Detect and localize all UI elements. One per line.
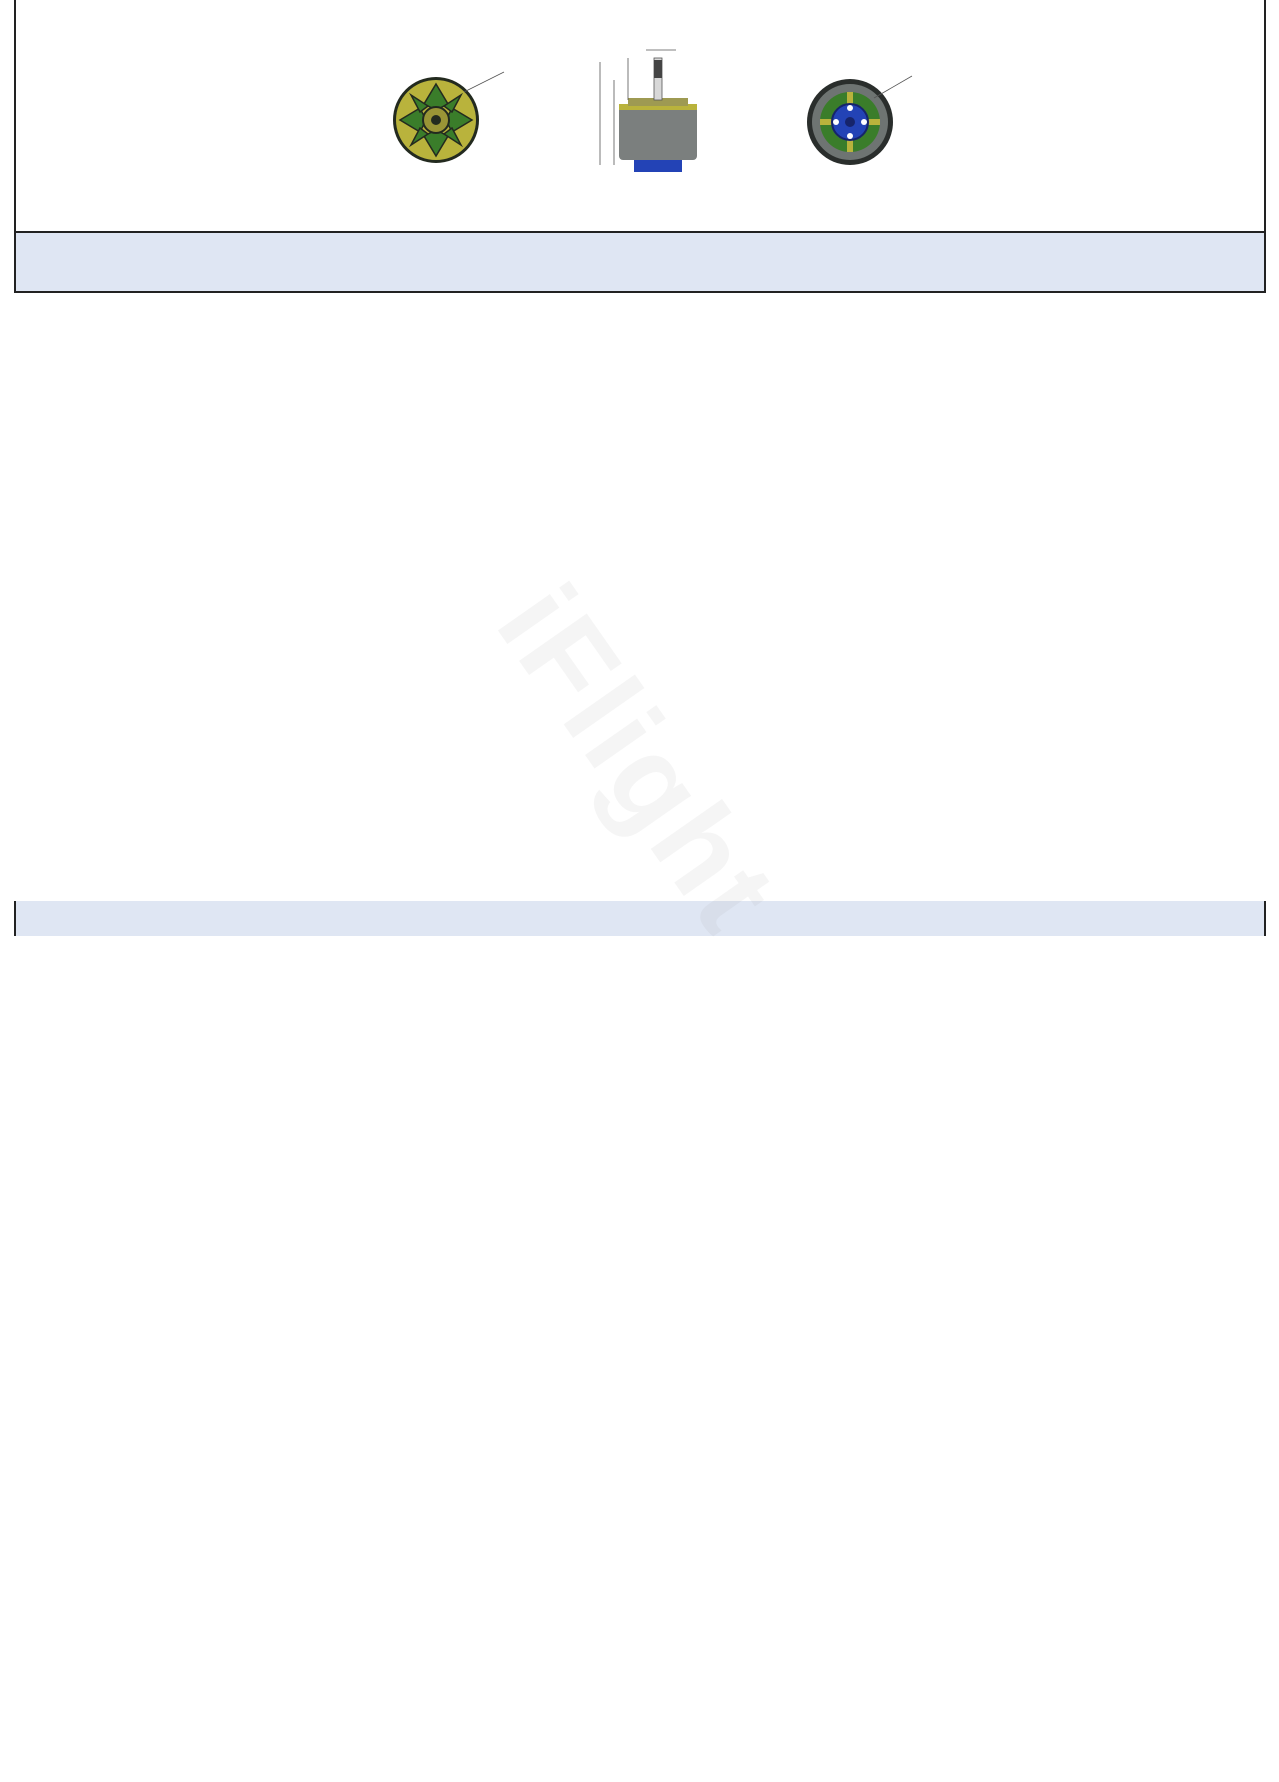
specifications-header [14,233,1266,293]
load-test-header [14,901,1266,936]
motor-bottom-view [807,76,912,165]
datasheet [14,0,1266,1782]
motor-side-view [600,50,697,172]
watermark: iFlight [471,561,805,957]
motor-drawing-svg [16,0,1264,231]
motor-top-view [393,72,504,163]
motor-drawing [14,0,1266,233]
